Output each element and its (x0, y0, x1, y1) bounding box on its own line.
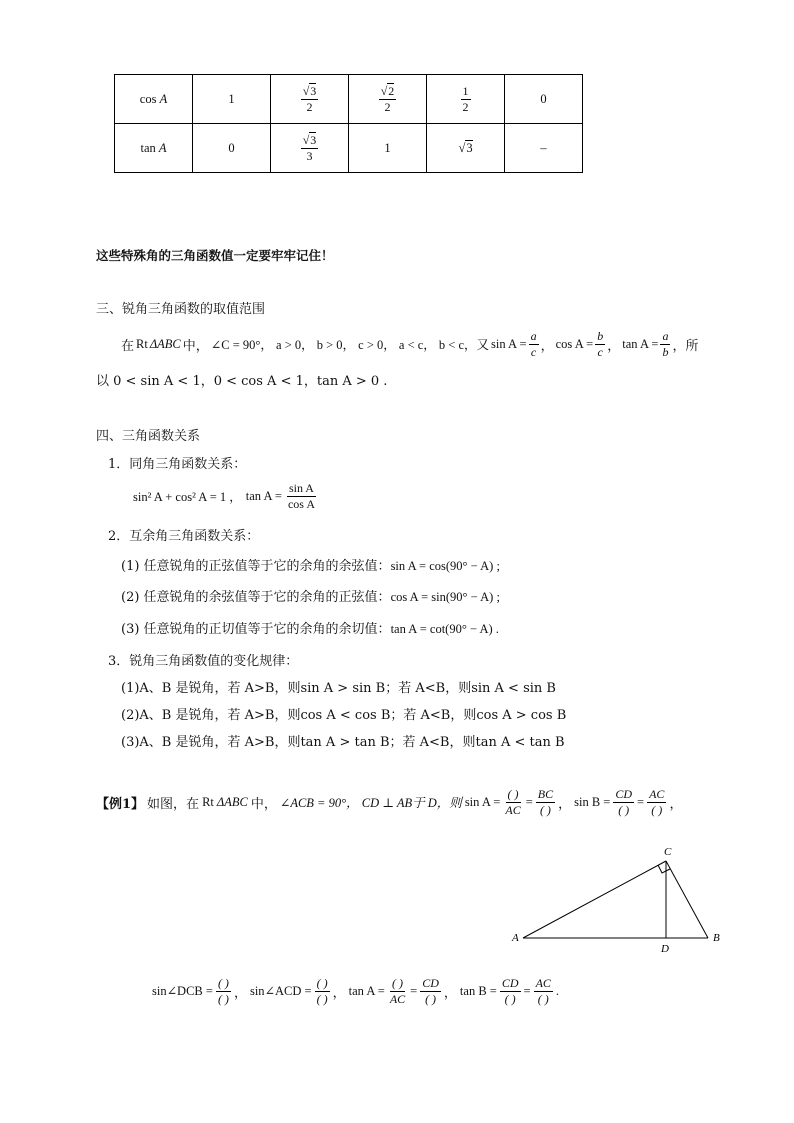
formula-lhs: sin∠ACD = (249, 984, 312, 999)
formula-lhs: sin∠DCB = (152, 984, 213, 999)
label-a: A (512, 932, 519, 944)
remember-note: 这些特殊角的三角函数值一定要牢牢记住！ (96, 248, 334, 263)
table-cell (349, 75, 427, 124)
section4-sub3: 3．锐角三角函数值的变化规律： (108, 654, 299, 669)
radicand: 3 (310, 83, 317, 98)
fraction: $\frac{( )}{AC}$ (505, 787, 521, 817)
side-ac (523, 861, 666, 938)
section4-rule3: (3)A、B 是锐角，若 A>B，则tan A > tan B；若 A<B，则tan A < tan B (121, 735, 565, 750)
section4-item3 (121, 618, 499, 637)
formula: tan A = cot(90° − A) . (390, 622, 499, 636)
fn-var: A (158, 140, 167, 155)
fraction: $\frac{√3}{2}$ (302, 83, 317, 114)
radicand: 2 (388, 83, 395, 98)
text: Rt (202, 794, 214, 809)
fraction: $\frac{a}{c}$ (530, 329, 537, 359)
fraction: $\frac{AC}{( )}$ (535, 976, 551, 1006)
label-d: D (661, 943, 669, 955)
sqrt: √3 (458, 140, 473, 155)
formula: cos A = sin(90° − A) ; (390, 590, 500, 604)
section4-rule1: (1)A、B 是锐角，若 A>B，则sin A > sin B；若 A<B，则sin A < sin B (121, 681, 556, 696)
sin-lhs: sin B = (574, 794, 611, 809)
fraction: $\frac{√2}{2}$ (380, 83, 395, 114)
condition-text: ∠C = 90°， a > 0， b > 0， c > 0， a < c， b < c，又 (210, 338, 490, 353)
fraction: $\frac{√3}{3}$ (302, 132, 317, 163)
fraction: $\frac{b}{c}$ (597, 329, 604, 359)
radicand: 3 (310, 132, 317, 147)
tan-lhs: tan A = (245, 488, 282, 503)
sin-lhs: sin A = (491, 336, 527, 351)
table-cell (271, 124, 349, 173)
fn-name: tan (140, 140, 156, 155)
text: (3) 任意锐角的正切值等于它的余角的余切值： (121, 622, 391, 637)
radicand: 3 (466, 140, 473, 155)
text: 如图，在 (147, 796, 200, 812)
text: (1) 任意锐角的正弦值等于它的余角的余弦值： (121, 559, 391, 574)
cos-lhs: cos A = (555, 336, 594, 351)
text: Rt (136, 336, 148, 351)
section4-sub1-formula (133, 482, 317, 510)
section3-line2: 以 0 < sin A < 1，0 < cos A < 1，tan A > 0 . (96, 374, 388, 389)
fn-var: A (159, 91, 168, 106)
trig-value-table (114, 74, 583, 173)
sin-lhs: sin A = (464, 794, 501, 809)
fraction: $\frac{AC}{( )}$ (649, 787, 665, 817)
section4-item2 (121, 586, 500, 605)
denominator: 2 (306, 99, 313, 114)
text: ΔABC (216, 794, 248, 809)
table-cell: 1 (349, 124, 427, 173)
fraction: $\frac{CD}{( )}$ (615, 787, 633, 817)
fraction: $\frac{( )}{( )}$ (217, 976, 229, 1006)
example1-line2: sin∠DCB = $\frac{( )}{( )}$ ， sin∠ACD = $\frac{( )}{( )}$ ， tan A = $\frac{( )}{AC}$ = $\frac{CD}{( )}$ ， tan B = $\frac{CD}{( )}$ = $\frac{AC}{( )}$ . (152, 976, 560, 1006)
table-cell: 1 (193, 75, 271, 124)
section3-heading: 三、锐角三角函数的取值范围 (96, 302, 266, 317)
section4-sub2: 2．互余角三角函数关系： (108, 529, 260, 544)
text: 中， (250, 796, 277, 812)
fraction: $\frac{a}{b}$ (662, 329, 669, 359)
table-row (115, 124, 583, 173)
label-b: B (713, 932, 720, 944)
table-cell (271, 75, 349, 124)
table-cell-label (115, 75, 193, 124)
text: ΔABC (149, 336, 181, 351)
section4-rule2: (2)A、B 是锐角，若 A>B，则cos A < cos B；若 A<B，则cos A > cos B (121, 708, 567, 723)
formula-lhs: tan B = (459, 983, 497, 998)
table-cell: 0 (193, 124, 271, 173)
fraction: $\frac{( )}{( )}$ (316, 976, 328, 1006)
table-cell: 0 (505, 75, 583, 124)
denominator: 2 (462, 99, 469, 114)
text: (2) 任意锐角的余弦值等于它的余角的正弦值： (121, 590, 391, 605)
table-cell-label (115, 124, 193, 173)
section4-heading: 四、三角函数关系 (96, 429, 201, 444)
text: 中， (182, 338, 209, 354)
condition-text: ∠ACB = 90°， CD ⊥ AB于 D，则 (279, 796, 462, 811)
table-cell (427, 75, 505, 124)
fraction (461, 85, 471, 113)
table-cell (427, 124, 505, 173)
fraction: $\frac{\text{sin A}}{\text{cos A}}$ (287, 481, 315, 511)
formula-lhs: tan A = (348, 983, 385, 998)
example-label: 【例1】 (96, 796, 145, 812)
label-c: C (664, 846, 672, 858)
tan-lhs: tan A = (622, 336, 659, 351)
table-row (115, 75, 583, 124)
fn-name: cos (139, 91, 157, 106)
section4-item1 (121, 555, 500, 574)
fraction: $\frac{CD}{( )}$ (501, 976, 519, 1006)
denominator: 3 (306, 148, 313, 163)
fraction: $\frac{CD}{( )}$ (422, 976, 439, 1006)
text: ，所 (672, 338, 699, 354)
identity-formula: sin² A + cos² A = 1 ， (133, 490, 242, 505)
numerator: 1 (462, 83, 469, 98)
table-cell: – (505, 124, 583, 173)
example1-line1: 【例1】 如图，在 Rt ΔABC 中， ∠ACB = 90°， CD ⊥ AB于 D，则 sin A = $\frac{( )}{AC}$ = $\frac{BC}{( )}$ ， sin B = $\frac{CD}{( )}$ = $\frac{AC}{( )}$ ， (96, 787, 683, 817)
triangle-figure (500, 838, 740, 958)
section4-sub1: 1．同角三角函数关系： (108, 457, 247, 472)
fraction: $\frac{( )}{AC}$ (389, 976, 406, 1006)
text: 在 (121, 338, 135, 354)
section3-line1: 在 Rt ΔABC 中， ∠C = 90°， a > 0， b > 0， c > 0， a < c， b < c，又 sin A = $\frac{a}{c}$ ， cos A = $\frac{b}{c}$ ， tan A = $\frac{a}{b}$ ，所 (121, 329, 699, 359)
formula: sin A = cos(90° − A) ; (390, 559, 500, 573)
denominator: 2 (384, 99, 391, 114)
side-bc (666, 861, 708, 938)
fraction: $\frac{BC}{( )}$ (537, 787, 554, 817)
right-angle-mark (658, 865, 670, 873)
